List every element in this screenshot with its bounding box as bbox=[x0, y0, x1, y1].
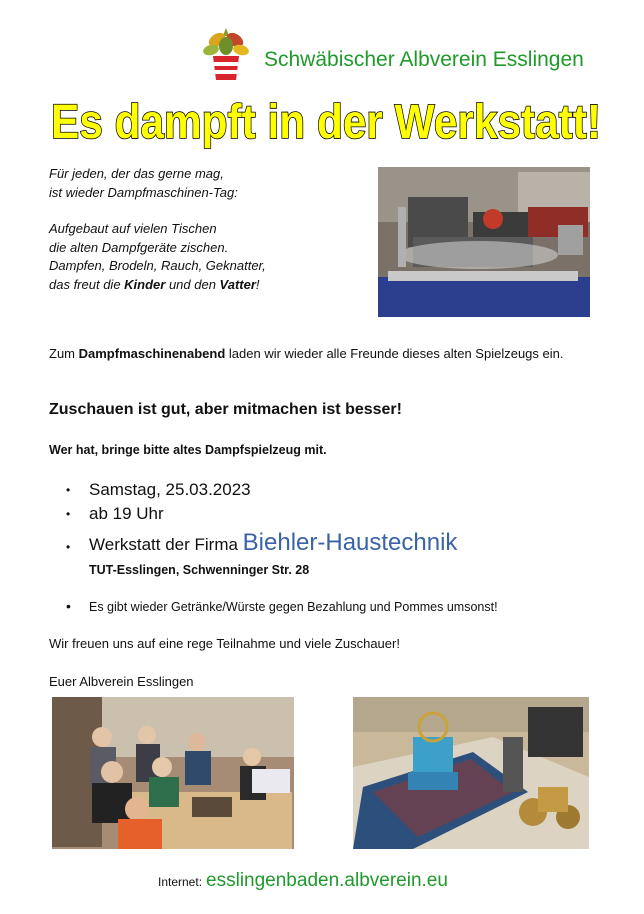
model-engines-photo bbox=[353, 697, 589, 849]
headline bbox=[46, 90, 606, 152]
intro-bold: Dampfmaschinenabend bbox=[78, 346, 226, 361]
event-group-photo bbox=[52, 697, 294, 849]
list-item-venue: • Werkstatt der Firma Biehler-Haustechnik TUT-Esslingen, Schwenninger Str. 28 bbox=[63, 531, 603, 582]
bullet-icon: • bbox=[66, 540, 71, 554]
poem-line: Dampfen, Brodeln, Rauch, Geknatter, bbox=[49, 258, 266, 273]
bullet-icon: • bbox=[66, 598, 71, 614]
website-link[interactable]: esslingenbaden.albverein.eu bbox=[206, 870, 448, 891]
poem bbox=[49, 165, 266, 294]
poem-line: Für jeden, der das gerne mag, bbox=[49, 166, 224, 181]
poem-line: Aufgebaut auf vielen Tischen bbox=[49, 221, 217, 236]
list-item-date: • Samstag, 25.03.2023 bbox=[63, 478, 603, 502]
thanks-text: Wir freuen uns auf eine rege Teilnahme und viele Zuschauer! bbox=[49, 636, 400, 651]
motto-heading: Zuschauen ist gut, aber mitmachen ist besser! bbox=[49, 401, 402, 418]
intro-text: Zum Dampfmaschinenabend laden wir wieder alle Freunde dieses alten Spielzeugs ein. bbox=[49, 346, 564, 361]
steam-engine-photo bbox=[378, 167, 590, 317]
footer-label: Internet: bbox=[158, 875, 203, 889]
bullet-icon: • bbox=[66, 507, 71, 521]
poem-line: ist wieder Dampfmaschinen-Tag: bbox=[49, 184, 238, 200]
firm-name: Biehler-Haustechnik bbox=[242, 529, 458, 556]
list-item-time: • ab 19 Uhr bbox=[63, 502, 603, 526]
poem-bold-vatter: Vatter bbox=[219, 276, 256, 292]
footer bbox=[158, 870, 448, 892]
albverein-logo-icon bbox=[203, 26, 249, 84]
bullet-icon: • bbox=[66, 483, 71, 497]
poem-line: die alten Dampfgeräte zischen. bbox=[49, 239, 229, 255]
venue-address: TUT-Esslingen, Schwenninger Str. 28 bbox=[89, 563, 310, 577]
signature: Euer Albverein Esslingen bbox=[49, 674, 194, 689]
event-details-list bbox=[63, 478, 603, 614]
headline-text: Es dampft in der Werkstatt! bbox=[51, 96, 601, 149]
bring-toys-note: Wer hat, bringe bitte altes Dampfspielzeug mit. bbox=[49, 443, 327, 457]
list-item-food: • Es gibt wieder Getränke/Würste gegen Bezahlung und Pommes umsonst! bbox=[66, 598, 498, 614]
organization-name: Schwäbischer Albverein Esslingen bbox=[264, 48, 584, 71]
poem-bold-kinder: Kinder bbox=[124, 276, 166, 292]
poem-line: das freut die Kinder und den Vatter! bbox=[49, 276, 260, 292]
